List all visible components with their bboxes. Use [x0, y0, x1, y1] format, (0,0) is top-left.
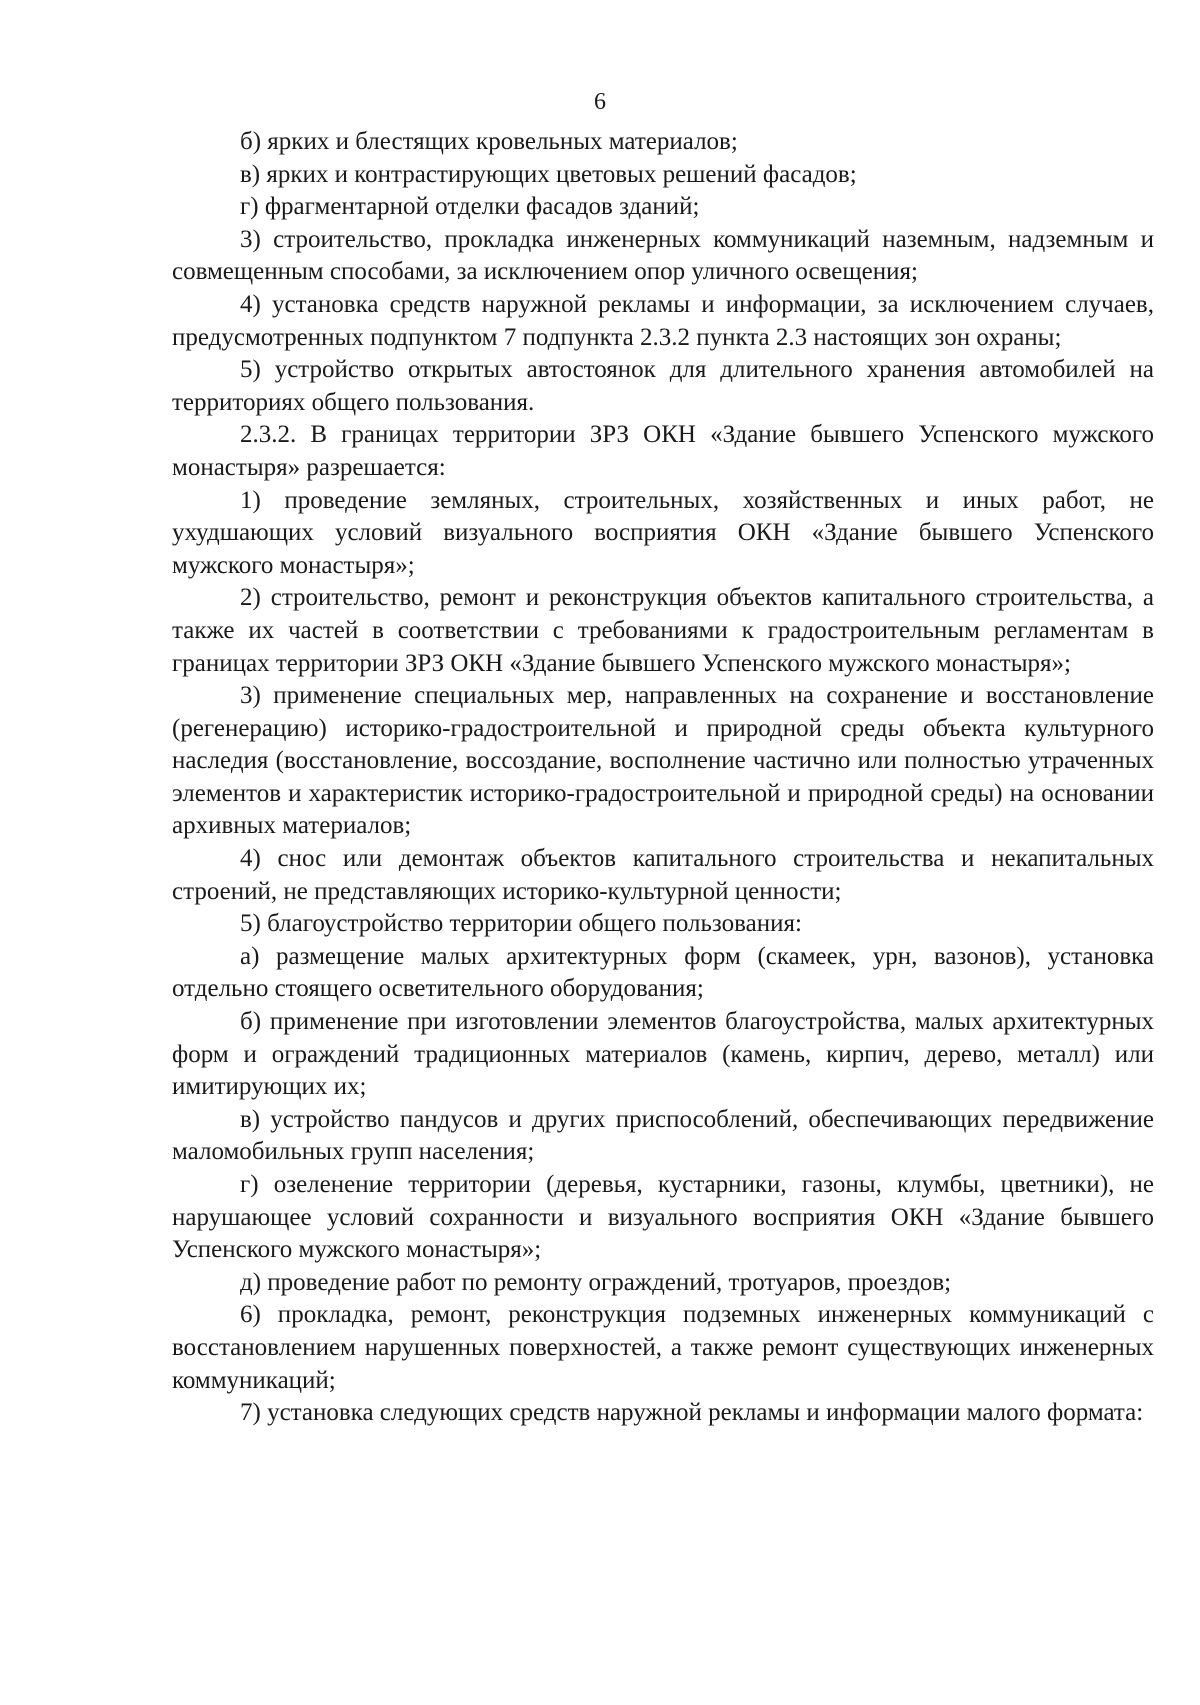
paragraph: 7) установка следующих средств наружной рекламы и информации малого формата:	[240, 1399, 1144, 1427]
paragraph: 3) строительство, прокладка инженерных коммуникаций наземным, надземным и совмещенным способами, за исключением опор уличного освещения;	[172, 225, 1154, 286]
paragraph: г) озеленение территории (деревья, кустарники, газоны, клумбы, цветники), не нарушающее условий сохранности и визуального восприятия ОКН «Здание бывшего Успенского мужского монастыря»;	[172, 1171, 1154, 1264]
paragraph: д) проведение работ по ремонту ограждений, тротуаров, проездов;	[240, 1268, 952, 1296]
paragraph: в) ярких и контрастирующих цветовых решений фасадов;	[240, 160, 857, 188]
paragraph: 6) прокладка, ремонт, реконструкция подземных инженерных коммуникаций с восстановлением нарушенных поверхностей, а также ремонт существующих инженерных коммуникаций;	[172, 1301, 1154, 1394]
paragraph: г) фрагментарной отделки фасадов зданий;	[240, 193, 700, 221]
paragraph: 2.3.2. В границах территории ЗРЗ ОКН «Здание бывшего Успенского мужского монастыря» разрешается:	[172, 421, 1154, 481]
paragraph: 2) строительство, ремонт и реконструкция объектов капитального строительства, а также их частей в соответствии с требованиями к градостроительным регламентам в границах территории ЗРЗ ОКН «Здание бывшего Успенского мужского монастыря»;	[172, 584, 1154, 677]
paragraph: 4) снос или демонтаж объектов капитального строительства и некапитальных строений, не представляющих историко-культурной ценности;	[172, 845, 1154, 905]
paragraph: б) применение при изготовлении элементов благоустройства, малых архитектурных форм и ограждений традиционных материалов (камень, кирпич, дерево, металл) или имитирующих их;	[172, 1008, 1154, 1101]
paragraph: 1) проведение земляных, строительных, хозяйственных и иных работ, не ухудшающих условий визуального восприятия ОКН «Здание бывшего Успенского мужского монастыря»;	[172, 486, 1154, 579]
document-body	[172, 126, 1154, 1430]
paragraph: 3) применение специальных мер, направленных на сохранение и восстановление (регенерацию) историко-градостроительной и природной среды объекта культурного наследия (восстановление, воссоздание, восполнение частично или полностью утраченных элементов и характеристик историко-градостроительной и природной среды) на основании архивных материалов;	[172, 682, 1154, 840]
paragraph: 5) устройство открытых автостоянок для длительного хранения автомобилей на территориях общего пользования.	[172, 356, 1154, 416]
paragraph: в) устройство пандусов и других приспособлений, обеспечивающих передвижение маломобильных групп населения;	[172, 1105, 1154, 1166]
paragraph: а) размещение малых архитектурных форм (скамеек, урн, вазонов), установка отдельно стоящего осветительного оборудования;	[172, 942, 1154, 1003]
paragraph: 5) благоустройство территории общего пользования:	[240, 910, 802, 938]
page-number: 6	[594, 89, 606, 115]
paragraph: б) ярких и блестящих кровельных материалов;	[240, 128, 738, 155]
paragraph: 4) установка средств наружной рекламы и информации, за исключением случаев, предусмотренных подпунктом 7 подпункта 2.3.2 пункта 2.3 настоящих зон охраны;	[172, 290, 1154, 351]
